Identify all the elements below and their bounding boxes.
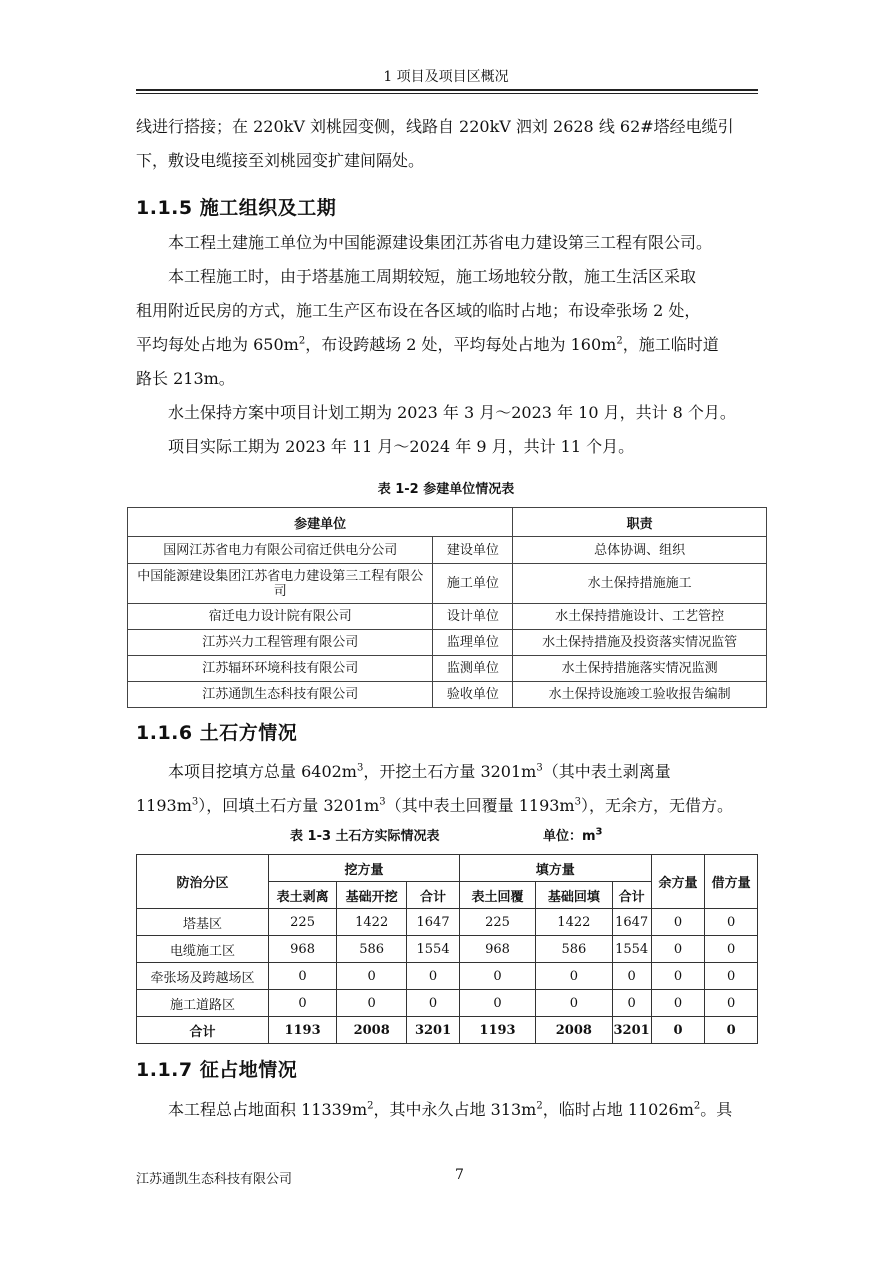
earthwork-line-2 [136, 789, 758, 823]
superscript: 2 [298, 335, 306, 347]
text-span: ），无余方，无借方。 [580, 796, 733, 815]
table-row [128, 630, 767, 656]
table-cell: 0 [269, 963, 337, 990]
table-cell: 1422 [337, 909, 407, 936]
table-cell: 0 [536, 990, 612, 1017]
table-header-cell: 防治分区 [137, 855, 269, 909]
table-cell: 0 [459, 990, 535, 1017]
text-span: ，其中永久占地 313m [373, 1100, 537, 1119]
paragraph-construction-line-1: 本工程施工时，由于塔基施工周期较短，施工场地较分散，施工生活区采取 [168, 267, 697, 286]
table-row [137, 963, 758, 990]
section-1-1-5-body [136, 226, 758, 464]
table-cell: 0 [705, 990, 758, 1017]
text-span: ），回填土石方量 3201m [198, 796, 380, 815]
text-span: ，临时占地 11026m [542, 1100, 694, 1119]
table-cell: 水土保持设施竣工验收报告编制 [513, 682, 767, 708]
table-cell: 建设单位 [433, 537, 513, 564]
table-1-3-caption: 表 1-3 土石方实际情况表 [290, 829, 440, 844]
page-number: 7 [455, 1167, 464, 1183]
paragraph-construction-line-3 [136, 328, 758, 362]
paragraph-actual-period: 项目实际工期为 2023 年 11 月～2024 年 9 月，共计 11 个月。 [168, 437, 635, 456]
text-span: 本工程总占地面积 11339m [168, 1100, 368, 1119]
table-header-cell: 基础开挖 [337, 882, 407, 909]
text-span: ，布设跨越场 2 处，平均每处占地为 160m [305, 335, 617, 354]
table-cell: 合计 [137, 1017, 269, 1044]
text-span: （其中表土剥离量 [542, 762, 671, 781]
table-earthwork [136, 854, 758, 1044]
earthwork-line-1 [136, 755, 758, 789]
section-1-1-6-body [136, 755, 758, 823]
table-cell: 0 [337, 963, 407, 990]
table-header-cell: 职责 [513, 508, 767, 537]
table-row [128, 537, 767, 564]
table-cell: 水土保持措施设计、工艺管控 [513, 604, 767, 630]
table-cell: 监测单位 [433, 656, 513, 682]
table-row [137, 990, 758, 1017]
table-header-cell: 挖方量 [269, 855, 460, 882]
table-cell: 0 [651, 936, 705, 963]
table-cell: 水土保持措施及投资落实情况监管 [513, 630, 767, 656]
text-span: 平均每处占地为 650m [136, 335, 299, 354]
table-cell: 0 [612, 990, 651, 1017]
table-cell: 1554 [612, 936, 651, 963]
table-1-2-caption: 表 1-2 参建单位情况表 [377, 482, 515, 497]
paragraph-construction-line-4: 路长 213m。 [136, 369, 235, 388]
table-cell: 0 [705, 909, 758, 936]
table-cell: 0 [651, 1017, 705, 1044]
table-cell: 中国能源建设集团江苏省电力建设第三工程有限公司 [128, 564, 433, 604]
superscript: 3 [536, 762, 543, 774]
table-cell: 国网江苏省电力有限公司宿迁供电分公司 [128, 537, 433, 564]
text-span: 单位：m [543, 829, 596, 844]
header-rule-thick [136, 89, 758, 91]
table-header-cell: 参建单位 [128, 508, 513, 537]
section-heading-1-1-6: 1.1.6 土石方情况 [136, 722, 298, 744]
table-1-3-unit [543, 825, 603, 844]
table-cell: 总体协调、组织 [513, 537, 767, 564]
table-cell: 0 [705, 1017, 758, 1044]
table-cell: 586 [337, 936, 407, 963]
footer-company: 江苏通凯生态科技有限公司 [136, 1172, 293, 1187]
text-span: 。具 [700, 1100, 733, 1119]
table-header-cell: 合计 [612, 882, 651, 909]
table-cell: 1193 [269, 1017, 337, 1044]
superscript: 2 [693, 1100, 701, 1112]
table-cell: 1422 [536, 909, 612, 936]
table-cell: 0 [651, 909, 705, 936]
table-cell: 塔基区 [137, 909, 269, 936]
table-cell: 0 [536, 963, 612, 990]
text-span: ，开挖土石方量 3201m [363, 762, 537, 781]
table-cell: 0 [337, 990, 407, 1017]
land-occupation-line-1 [136, 1093, 758, 1127]
superscript: 2 [367, 1100, 374, 1112]
superscript: 3 [191, 796, 199, 808]
table-cell: 0 [651, 963, 705, 990]
table-cell: 0 [705, 936, 758, 963]
table-row [137, 936, 758, 963]
table-cell: 牵张场及跨越场区 [137, 963, 269, 990]
table-row [128, 656, 767, 682]
header-rule-thin [136, 93, 758, 94]
table-row [137, 909, 758, 936]
paragraph-construction-unit: 本工程土建施工单位为中国能源建设集团江苏省电力建设第三工程有限公司。 [168, 233, 713, 252]
table-cell: 水土保持措施施工 [513, 564, 767, 604]
intro-line-2: 下，敷设电缆接至刘桃园变扩建间隔处。 [136, 151, 425, 170]
table-cell: 3201 [612, 1017, 651, 1044]
superscript: 2 [616, 335, 623, 347]
table-cell: 水土保持措施落实情况监测 [513, 656, 767, 682]
table-cell: 江苏辐环环境科技有限公司 [128, 656, 433, 682]
superscript: 3 [379, 796, 386, 808]
paragraph-planned-period: 水土保持方案中项目计划工期为 2023 年 3 月～2023 年 10 月，共计 8 个月。 [168, 403, 736, 422]
table-header-row [137, 855, 758, 882]
table-header-cell: 合计 [407, 882, 460, 909]
table-cell: 0 [705, 963, 758, 990]
table-cell: 3201 [407, 1017, 460, 1044]
table-header-row [128, 508, 767, 537]
intro-line-1: 线进行搭接；在 220kV 刘桃园变侧，线路自 220kV 泗刘 2628 线 62#塔经电缆引 [136, 117, 734, 136]
table-cell: 225 [459, 909, 535, 936]
table-cell: 0 [612, 963, 651, 990]
text-span: 1193m [136, 796, 192, 815]
table-cell: 电缆施工区 [137, 936, 269, 963]
table-cell: 1193 [459, 1017, 535, 1044]
table-cell: 1554 [407, 936, 460, 963]
text-span: （其中表土回覆量 1193m [385, 796, 575, 815]
table-header-cell: 填方量 [459, 855, 651, 882]
table-cell: 0 [407, 990, 460, 1017]
table-cell: 2008 [536, 1017, 612, 1044]
section-heading-1-1-5: 1.1.5 施工组织及工期 [136, 197, 337, 219]
table-cell: 1647 [612, 909, 651, 936]
table-cell: 江苏兴力工程管理有限公司 [128, 630, 433, 656]
table-header-cell: 表土剥离 [269, 882, 337, 909]
section-1-1-7-body [136, 1093, 758, 1127]
table-cell: 968 [459, 936, 535, 963]
table-header-cell: 借方量 [705, 855, 758, 909]
table-cell: 验收单位 [433, 682, 513, 708]
superscript: 3 [356, 762, 364, 774]
text-span: ，施工临时道 [622, 335, 719, 354]
table-cell: 2008 [337, 1017, 407, 1044]
table-header-cell: 基础回填 [536, 882, 612, 909]
table-row [128, 682, 767, 708]
table-cell: 0 [269, 990, 337, 1017]
table-cell: 监理单位 [433, 630, 513, 656]
table-cell: 施工单位 [433, 564, 513, 604]
table-cell: 江苏通凯生态科技有限公司 [128, 682, 433, 708]
superscript: 3 [595, 826, 603, 838]
intro-paragraph [136, 110, 758, 178]
table-total-row [137, 1017, 758, 1044]
text-span: 本项目挖填方总量 6402m [168, 762, 357, 781]
table-cell: 设计单位 [433, 604, 513, 630]
superscript: 2 [536, 1100, 543, 1112]
table-header-cell: 余方量 [651, 855, 705, 909]
table-cell: 0 [407, 963, 460, 990]
table-cell: 1647 [407, 909, 460, 936]
section-heading-1-1-7: 1.1.7 征占地情况 [136, 1059, 298, 1081]
table-row [128, 604, 767, 630]
superscript: 3 [574, 796, 581, 808]
table-cell: 施工道路区 [137, 990, 269, 1017]
table-cell: 0 [651, 990, 705, 1017]
table-participating-units [127, 507, 767, 708]
paragraph-construction-line-2: 租用附近民房的方式，施工生产区布设在各区域的临时占地；布设牵张场 2 处， [136, 301, 701, 320]
table-row [128, 564, 767, 604]
table-cell: 宿迁电力设计院有限公司 [128, 604, 433, 630]
table-header-cell: 表土回覆 [459, 882, 535, 909]
running-header: 1 项目及项目区概况 [383, 69, 509, 85]
table-cell: 225 [269, 909, 337, 936]
table-cell: 586 [536, 936, 612, 963]
table-cell: 968 [269, 936, 337, 963]
table-cell: 0 [459, 963, 535, 990]
